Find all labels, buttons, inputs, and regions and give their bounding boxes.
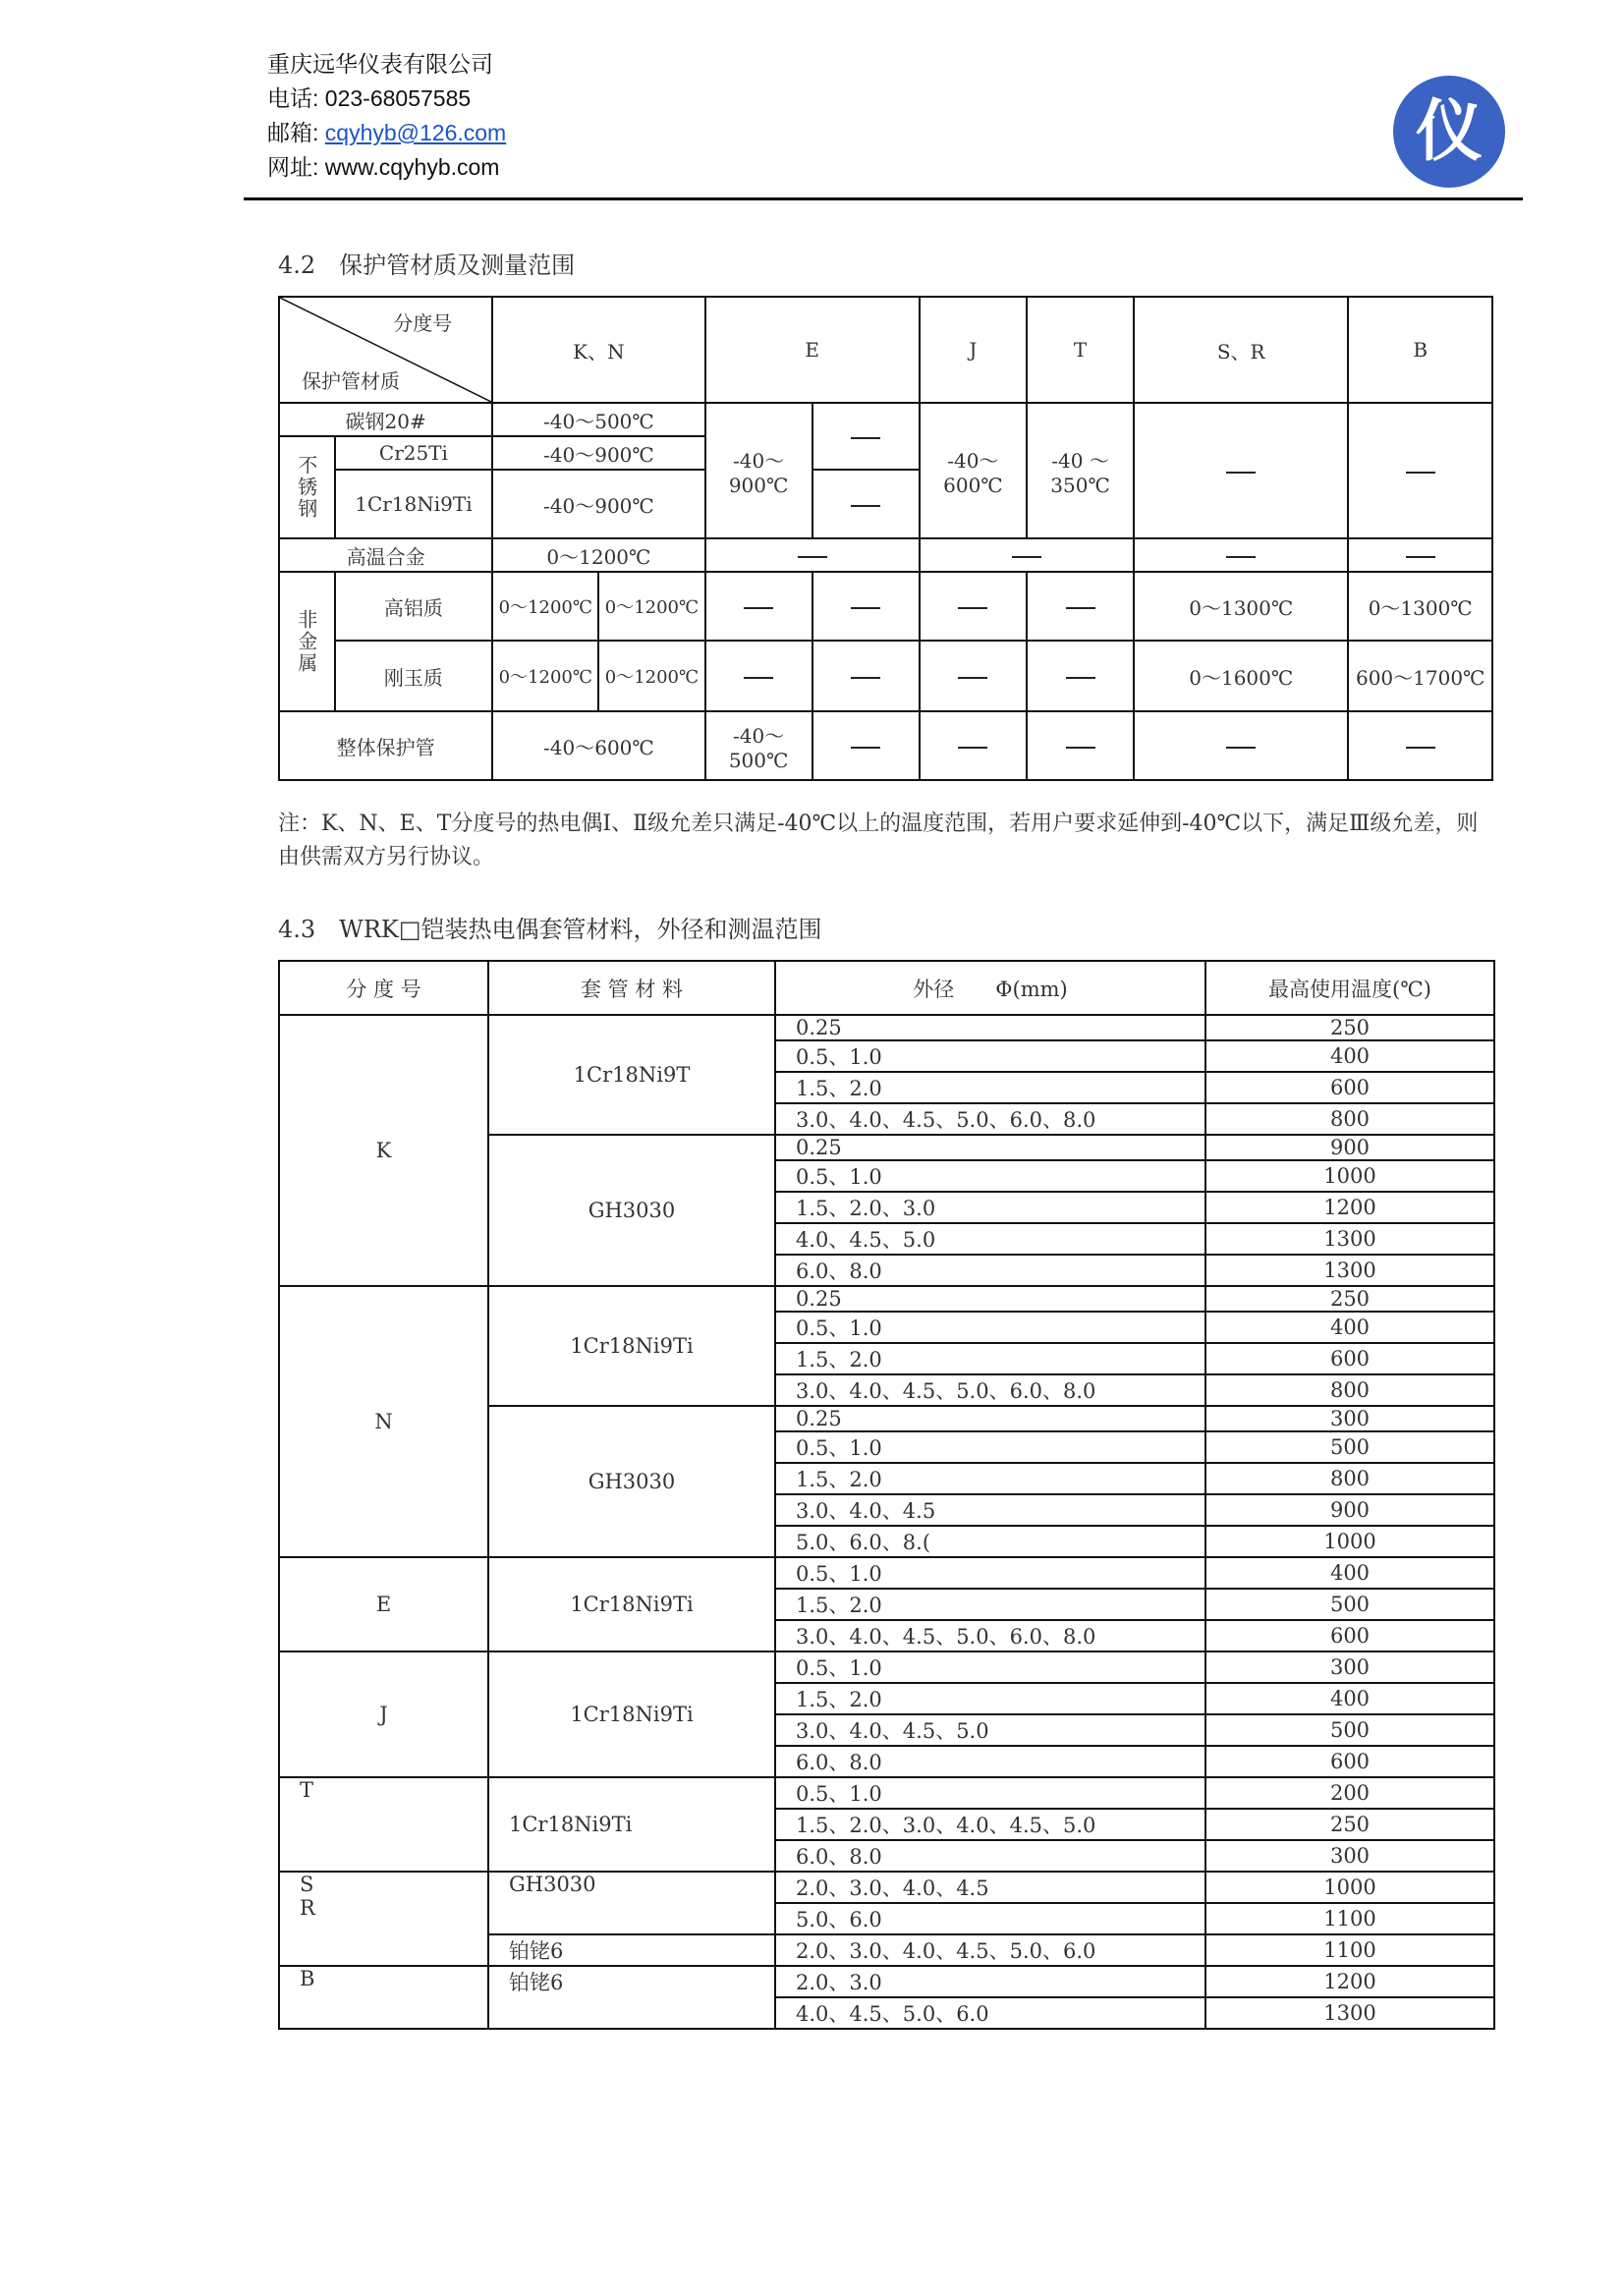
max-temp-cell: 250 (1205, 1286, 1494, 1312)
web-line: 网址: www.cqyhyb.com (267, 154, 500, 180)
col-j: J (920, 297, 1027, 403)
max-temp-cell: 1300 (1205, 1223, 1494, 1255)
stainless-group: 不锈钢 (279, 436, 335, 538)
max-temp-cell: 250 (1205, 1809, 1494, 1840)
max-temp-cell: 1000 (1205, 1526, 1494, 1557)
col-e: E (705, 297, 920, 403)
diameter-cell: 5.0、6.0、8.( (775, 1526, 1205, 1557)
max-temp-cell: 1200 (1205, 1192, 1494, 1223)
max-temp-cell: 900 (1205, 1494, 1494, 1526)
diameter-cell: 1.5、2.0 (775, 1463, 1205, 1494)
material-cell: 1Cr18Ni9Ti (488, 1286, 775, 1406)
header-type: 分 度 号 (279, 961, 488, 1015)
diameter-cell: 0.5、1.0 (775, 1040, 1205, 1072)
diameter-cell: 1.5、2.0 (775, 1683, 1205, 1714)
max-temp-cell: 1100 (1205, 1903, 1494, 1934)
email-link[interactable]: cqyhyb@126.com (324, 120, 507, 145)
diameter-cell: 0.5、1.0 (775, 1557, 1205, 1589)
section-4-3-title: 4.3 WRK□铠装热电偶套管材料，外径和测温范围 (278, 916, 822, 943)
type-cell: B (279, 1966, 488, 2029)
diameter-cell: 2.0、3.0、4.0、4.5 (775, 1872, 1205, 1903)
section-4-2-title: 4.2 保护管材质及测量范围 (278, 252, 576, 279)
material-cell: GH3030 (488, 1872, 775, 1934)
type-cell: E (279, 1557, 488, 1651)
diameter-cell: 3.0、4.0、4.5、5.0 (775, 1714, 1205, 1746)
type-cell: K (279, 1015, 488, 1286)
max-temp-cell: 900 (1205, 1135, 1494, 1160)
max-temp-cell: 800 (1205, 1103, 1494, 1135)
material-cell: 1Cr18Ni9Ti (488, 1777, 775, 1872)
diameter-cell: 5.0、6.0 (775, 1903, 1205, 1934)
table-row (279, 1286, 1494, 1312)
table-row (279, 1872, 1494, 1903)
diameter-cell: 1.5、2.0、3.0、4.0、4.5、5.0 (775, 1809, 1205, 1840)
row-cr25ti: Cr25Ti (335, 436, 493, 470)
diameter-cell: 1.5、2.0 (775, 1072, 1205, 1103)
max-temp-cell: 200 (1205, 1777, 1494, 1809)
type-cell: J (279, 1651, 488, 1777)
diameter-cell: 0.25 (775, 1015, 1205, 1040)
max-temp-cell: 1000 (1205, 1872, 1494, 1903)
header-divider (244, 197, 1523, 200)
diameter-cell: 2.0、3.0 (775, 1966, 1205, 1997)
row-corundum: 刚玉质 (335, 641, 493, 711)
diameter-cell: 0.25 (775, 1406, 1205, 1431)
max-temp-cell: 600 (1205, 1072, 1494, 1103)
max-temp-cell: 600 (1205, 1343, 1494, 1374)
material-cell: GH3030 (488, 1135, 775, 1286)
col-t: T (1027, 297, 1134, 403)
max-temp-cell: 400 (1205, 1312, 1494, 1343)
diameter-cell: 2.0、3.0、4.0、4.5、5.0、6.0 (775, 1934, 1205, 1966)
max-temp-cell: 300 (1205, 1840, 1494, 1872)
max-temp-cell: 300 (1205, 1406, 1494, 1431)
diameter-cell: 0.25 (775, 1286, 1205, 1312)
max-temp-cell: 300 (1205, 1651, 1494, 1683)
material-cell: 1Cr18Ni9Ti (488, 1651, 775, 1777)
protection-tube-table: 分度号 保护管材质 K、N E J T S、R B 碳钢20# -40～500℃ -40～ 900℃ -40～ 600℃ -40 ～ 350℃ 不锈钢 Cr25Ti -40～900℃ 1Cr18Ni9Ti -40～900℃ 高温合金 0～1200℃ 非金属 高铝质 0～1200℃ 0～1200℃ 0～1300℃ 0～1300℃ 刚玉质 0～1200℃ 0～1200℃ 0～1600℃ 600～1700℃ 整体保护管 -40～600℃ -40～ 500℃ (278, 296, 1493, 781)
max-temp-cell: 400 (1205, 1557, 1494, 1589)
material-cell: 铂铑6 (488, 1966, 775, 2029)
corner-cell: 分度号 保护管材质 (279, 297, 492, 403)
nonmetal-group: 非金属 (279, 572, 335, 711)
diameter-cell: 0.5、1.0 (775, 1312, 1205, 1343)
diameter-cell: 1.5、2.0 (775, 1343, 1205, 1374)
material-cell: GH3030 (488, 1406, 775, 1557)
max-temp-cell: 800 (1205, 1463, 1494, 1494)
diameter-cell: 6.0、8.0 (775, 1255, 1205, 1286)
row-whole-tube: 整体保护管 (279, 711, 492, 780)
diameter-cell: 0.5、1.0 (775, 1160, 1205, 1192)
max-temp-cell: 1300 (1205, 1255, 1494, 1286)
max-temp-cell: 1300 (1205, 1997, 1494, 2029)
diameter-cell: 1.5、2.0 (775, 1589, 1205, 1620)
max-temp-cell: 600 (1205, 1746, 1494, 1777)
diameter-cell: 3.0、4.0、4.5、5.0、6.0、8.0 (775, 1620, 1205, 1651)
email-line: 邮箱: cqyhyb@126.com (267, 120, 507, 145)
diameter-cell: 4.0、4.5、5.0 (775, 1223, 1205, 1255)
diameter-cell: 3.0、4.0、4.5 (775, 1494, 1205, 1526)
phone-number: 023-68057585 (324, 85, 472, 111)
diameter-cell: 6.0、8.0 (775, 1746, 1205, 1777)
material-cell: 1Cr18Ni9T (488, 1015, 775, 1135)
type-cell: T (279, 1777, 488, 1872)
diameter-cell: 0.5、1.0 (775, 1431, 1205, 1463)
max-temp-cell: 1100 (1205, 1934, 1494, 1966)
material-cell: 1Cr18Ni9Ti (488, 1557, 775, 1651)
max-temp-cell: 600 (1205, 1620, 1494, 1651)
diameter-cell: 4.0、4.5、5.0、6.0 (775, 1997, 1205, 2029)
row-carbon-steel: 碳钢20# (279, 403, 492, 436)
diameter-cell: 1.5、2.0、3.0 (775, 1192, 1205, 1223)
col-kn: K、N (492, 297, 704, 403)
col-b: B (1348, 297, 1492, 403)
armored-thermocouple-table (278, 960, 1495, 2030)
type-cell: N (279, 1286, 488, 1557)
phone-line: 电话: 023-68057585 (267, 85, 472, 111)
max-temp-cell: 500 (1205, 1431, 1494, 1463)
table-row (279, 1966, 1494, 1997)
max-temp-cell: 800 (1205, 1374, 1494, 1406)
max-temp-cell: 1000 (1205, 1160, 1494, 1192)
material-cell: 铂铑6 (488, 1934, 775, 1966)
diameter-cell: 3.0、4.0、4.5、5.0、6.0、8.0 (775, 1374, 1205, 1406)
diameter-cell: 0.5、1.0 (775, 1651, 1205, 1683)
svg-text:仪: 仪 (1415, 93, 1484, 171)
row-alumina: 高铝质 (335, 572, 493, 641)
table-row (279, 1557, 1494, 1589)
col-sr: S、R (1134, 297, 1348, 403)
type-cell: S R (279, 1872, 488, 1966)
diameter-cell: 0.5、1.0 (775, 1777, 1205, 1809)
table-row (279, 1777, 1494, 1809)
max-temp-cell: 1200 (1205, 1966, 1494, 1997)
row-1cr18ni9ti: 1Cr18Ni9Ti (335, 470, 493, 538)
company-logo (1391, 74, 1507, 190)
company-name: 重庆远华仪表有限公司 (267, 51, 493, 77)
diameter-cell: 3.0、4.0、4.5、5.0、6.0、8.0 (775, 1103, 1205, 1135)
header-material: 套 管 材 料 (488, 961, 775, 1015)
web-address: www.cqyhyb.com (324, 154, 500, 180)
diameter-cell: 0.25 (775, 1135, 1205, 1160)
max-temp-cell: 250 (1205, 1015, 1494, 1040)
max-temp-cell: 500 (1205, 1714, 1494, 1746)
section-4-2-note: 注：K、N、E、T分度号的热电偶Ⅰ、Ⅱ级允差只满足-40℃以上的温度范围，若用户要求延伸到-40℃以下，满足Ⅲ级允差，则由供需双方另行协议。 (278, 812, 1479, 869)
max-temp-cell: 500 (1205, 1589, 1494, 1620)
diameter-cell: 6.0、8.0 (775, 1840, 1205, 1872)
max-temp-cell: 400 (1205, 1040, 1494, 1072)
header-diameter: 外径 Φ(mm) (775, 961, 1205, 1015)
table-row (279, 1015, 1494, 1040)
header-max-temp: 最高使用温度(℃) (1205, 961, 1494, 1015)
row-high-temp-alloy: 高温合金 (279, 538, 492, 572)
company-header (267, 47, 506, 185)
max-temp-cell: 400 (1205, 1683, 1494, 1714)
table-row (279, 1651, 1494, 1683)
